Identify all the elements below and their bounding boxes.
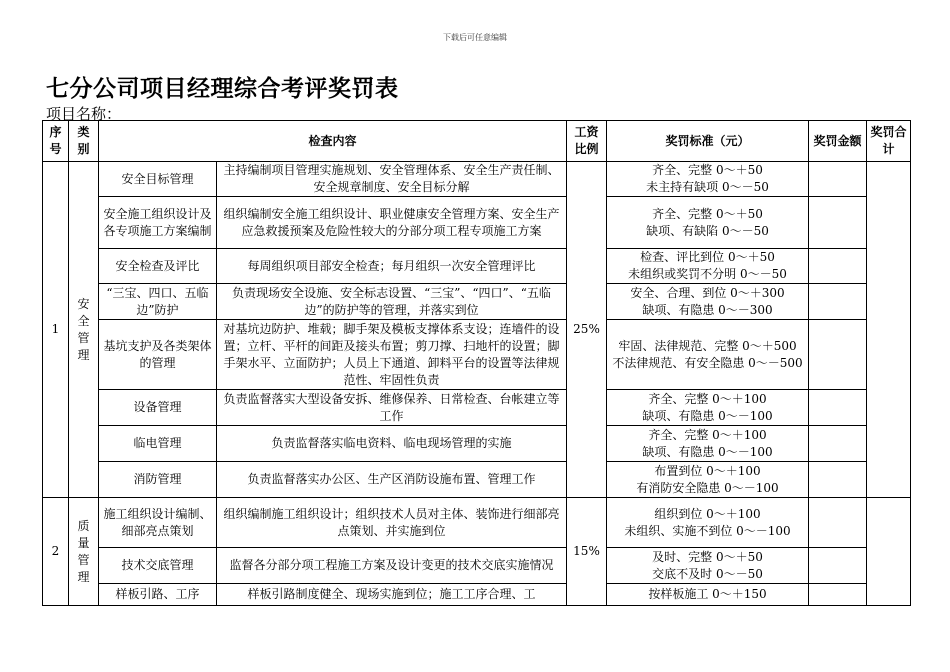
item-standard: 按样板施工 0～＋150 [607,584,809,606]
item-standard: 齐全、完整 0～＋50 缺项、有缺陷 0～－50 [607,197,809,249]
table-row [43,462,911,498]
table-row [43,249,911,284]
item-amount [809,426,867,462]
table-row [43,584,911,606]
table-row [43,426,911,462]
group-total [867,498,911,606]
col-header-standard: 奖罚标准（元） [607,121,809,162]
group-number: 1 [43,162,69,498]
group-category [69,162,99,498]
item-standard: 安全、合理、到位 0～＋300 缺项、有隐患 0～－300 [607,284,809,320]
item-name: 基坑支护及各类架体的管理 [99,320,217,390]
item-content: 对基坑边防护、堆载；脚手架及模板支撑体系支设；连墙件的设置；立杆、平杆的间距及接头布置；剪刀撑、扫地杆的设置；脚手架水平、立面防护；人员上下通道、卸料平台的设置等法律规范性、牢固性负责 [217,320,567,390]
item-name: 样板引路、工序 [99,584,217,606]
item-content: 监督各分部分项工程施工方案及设计变更的技术交底实施情况 [217,548,567,584]
item-content: 组织编制施工组织设计；组织技术人员对主体、装饰进行细部亮点策划、并实施到位 [217,498,567,548]
item-amount [809,320,867,390]
table-header-row [43,121,911,162]
col-header-amount: 奖罚金额 [809,121,867,162]
item-content: 负责监督落实大型设备安拆、维修保养、日常检查、台帐建立等工作 [217,390,567,426]
table-row [43,162,911,197]
item-name: 技术交底管理 [99,548,217,584]
col-header-ratio: 工资比例 [567,121,607,162]
table-row [43,390,911,426]
item-name: 安全施工组织设计及各专项施工方案编制 [99,197,217,249]
item-content: 组织编制安全施工组织设计、职业健康安全管理方案、安全生产应急救援预案及危险性较大的分部分项工程专项施工方案 [217,197,567,249]
item-standard: 布置到位 0～＋100 有消防安全隐患 0～－100 [607,462,809,498]
evaluation-table [42,120,911,606]
item-content: 负责监督落实临电资料、临电现场管理的实施 [217,426,567,462]
item-name: 安全检查及评比 [99,249,217,284]
item-amount [809,284,867,320]
col-header-content: 检查内容 [99,121,567,162]
table-row [43,320,911,390]
group-ratio: 15% [567,498,607,606]
item-content: 主持编制项目管理实施规划、安全管理体系、安全生产责任制、安全规章制度、安全目标分解 [217,162,567,197]
item-content: 负责现场安全设施、安全标志设置、“三宝”、“四口”、“五临边”的防护等的管理，并落实到位 [217,284,567,320]
page-title: 七分公司项目经理综合考评奖罚表 [46,75,399,102]
col-header-type: 类别 [69,121,99,162]
col-header-total: 奖罚合计 [867,121,911,162]
item-amount [809,498,867,548]
item-name: 临电管理 [99,426,217,462]
item-content: 每周组织项目部安全检查；每月组织一次安全管理评比 [217,249,567,284]
table-row [43,548,911,584]
item-amount [809,584,867,606]
item-standard: 齐全、完整 0～＋100 缺项、有隐患 0～－100 [607,426,809,462]
item-amount [809,162,867,197]
item-standard: 组织到位 0～＋100 未组织、实施不到位 0～－100 [607,498,809,548]
group-category [69,498,99,606]
item-content: 负责监督落实办公区、生产区消防设施布置、管理工作 [217,462,567,498]
col-header-no: 序号 [43,121,69,162]
group-category-label: 安全管理 [77,296,90,362]
item-standard: 检查、评比到位 0～＋50 未组织或奖罚不分明 0～－50 [607,249,809,284]
item-standard: 齐全、完整 0～＋100 缺项、有隐患 0～－100 [607,390,809,426]
table-row [43,284,911,320]
project-name-label: 项目名称： [46,105,122,123]
item-amount [809,548,867,584]
item-standard: 及时、完整 0～＋50 交底不及时 0～－50 [607,548,809,584]
item-amount [809,390,867,426]
group-category-label: 质量管理 [77,518,90,584]
item-standard: 牢固、法律规范、完整 0～＋500 不法律规范、有安全隐患 0～－500 [607,320,809,390]
header-note: 下载后可任意编辑 [443,33,507,42]
group-total [867,162,911,498]
group-ratio: 25% [567,162,607,498]
item-name: 设备管理 [99,390,217,426]
item-amount [809,249,867,284]
item-amount [809,462,867,498]
table-row [43,197,911,249]
item-content: 样板引路制度健全、现场实施到位；施工工序合理、工 [217,584,567,606]
item-name: 消防管理 [99,462,217,498]
item-name: 施工组织设计编制、细部亮点策划 [99,498,217,548]
group-number: 2 [43,498,69,606]
item-name: 安全目标管理 [99,162,217,197]
item-standard: 齐全、完整 0～＋50 未主持有缺项 0～－50 [607,162,809,197]
item-name: “三宝、四口、五临边”防护 [99,284,217,320]
table-row [43,498,911,548]
item-amount [809,197,867,249]
